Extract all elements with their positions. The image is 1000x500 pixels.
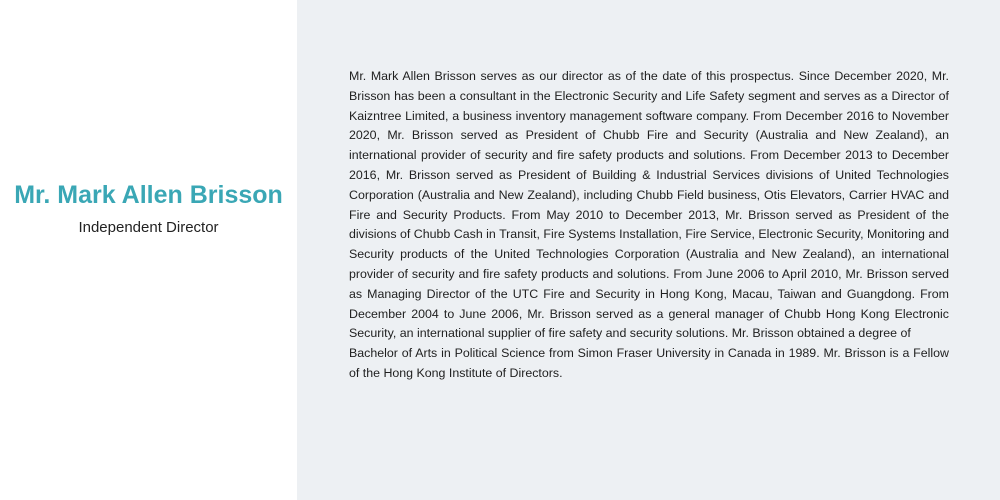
biography-panel xyxy=(297,0,1000,500)
profile-panel xyxy=(0,0,297,500)
biography-paragraph: Mr. Mark Allen Brisson serves as our director as of the date of this prospectus. Since December 2020, Mr. Brisson has been a consultant in the Electronic Security and Life Safety segment and serves as a Director of Kaizntree Limited, a business inventory management software company. From December 2016 to November 2020, Mr. Brisson served as President of Chubb Fire and Security (Australia and New Zealand), an international provider of security and fire safety products and solutions. From December 2013 to December 2016, Mr. Brisson served as President of Building & Industrial Services divisions of United Technologies Corporation (Australia and New Zealand), including Chubb Field business, Otis Elevators, Carrier HVAC and Fire and Security Products. From May 2010 to December 2013, Mr. Brisson served as President of the divisions of Chubb Cash in Transit, Fire Systems Installation, Fire Service, Electronic Security, Monitoring and Security products of the United Technologies Corporation (Australia and New Zealand), an international provider of security and fire safety products and solutions. From June 2006 to April 2010, Mr. Brisson served as Managing Director of the UTC Fire and Security in Hong Kong, Macau, Taiwan and Guangdong. From December 2004 to June 2006, Mr. Brisson served as a general manager of Chubb Hong Kong Electronic Security, an international supplier of fire safety and security solutions. Mr. Brisson obtained a degree of xyxy=(349,69,949,341)
director-title: Independent Director xyxy=(78,219,219,236)
director-name: Mr. Mark Allen Brisson xyxy=(14,181,283,209)
biography-text xyxy=(349,67,949,384)
biography-paragraph: Bachelor of Arts in Political Science from Simon Fraser University in Canada in 1989. Mr. Brisson is a Fellow of the Hong Kong Institute of Directors. xyxy=(349,346,949,380)
